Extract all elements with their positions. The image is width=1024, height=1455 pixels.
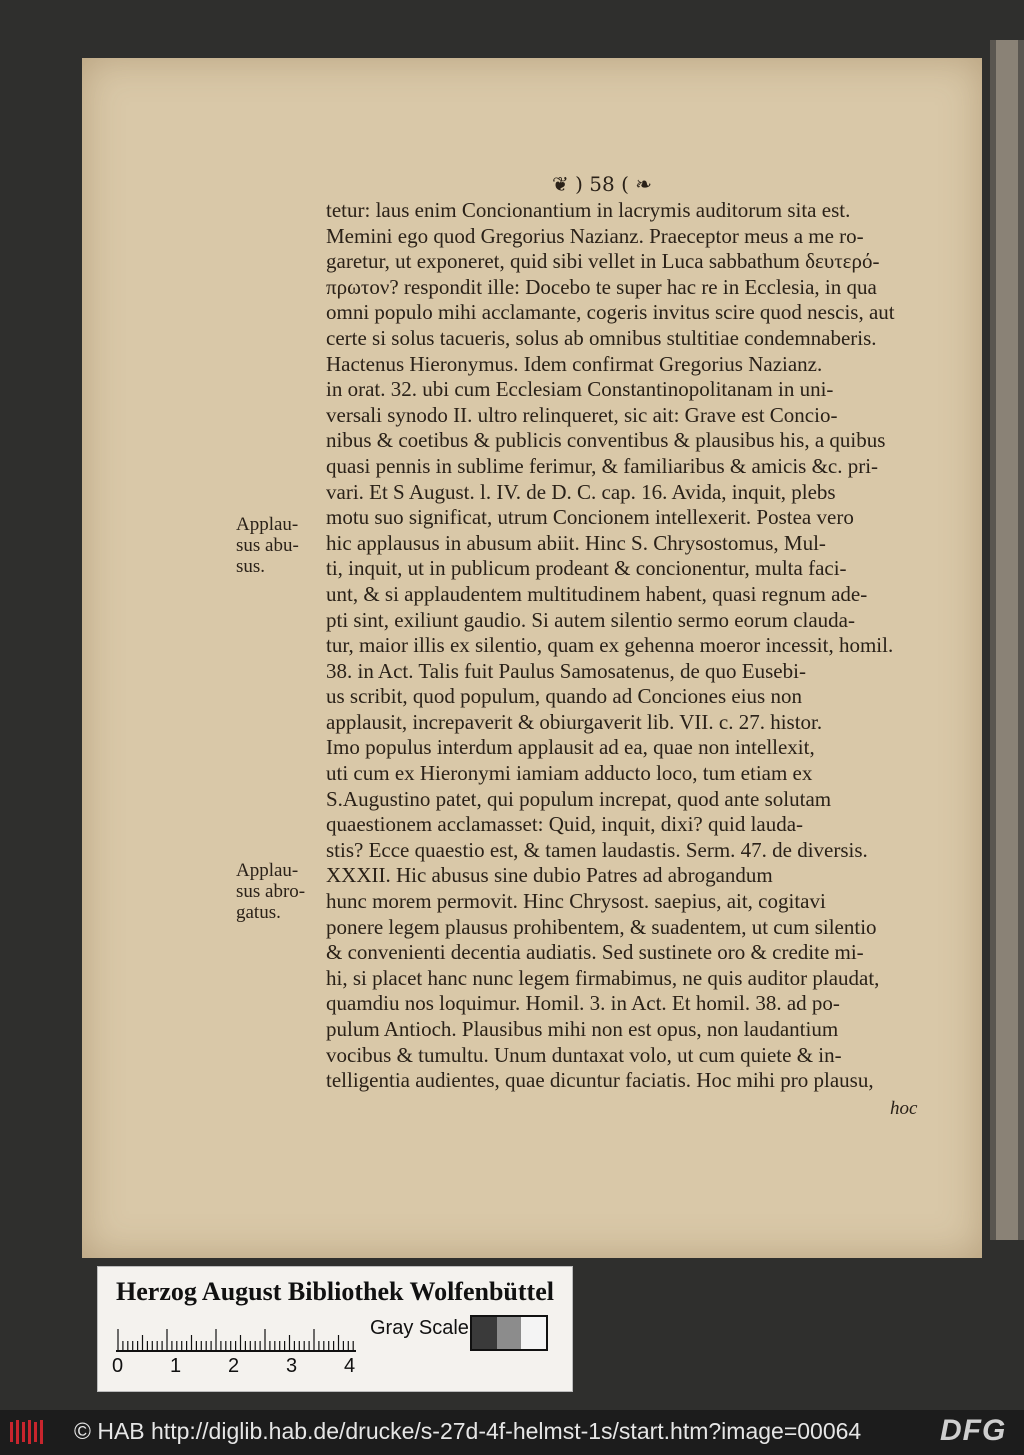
footer-copyright-link[interactable]: © HAB http://diglib.hab.de/drucke/s-27d-4f-helmst-1s/start.htm?image=00064 xyxy=(74,1418,862,1444)
text-line: in orat. 32. ubi cum Ecclesiam Constantinopolitanam in uni- xyxy=(326,377,834,402)
text-line: πρωτον? respondit ille: Docebo te super hac re in Ecclesia, in qua xyxy=(326,274,877,299)
hab-logo-icon xyxy=(8,1418,46,1446)
measurement-ruler xyxy=(116,1317,356,1353)
ruler-number: 0 xyxy=(112,1355,124,1377)
text-line: motu suo significat, utrum Concionem intellexerit. Postea vero xyxy=(326,505,854,530)
gray-swatch xyxy=(521,1317,546,1349)
text-line: telligentia audientes, quae dicuntur faciatis. Hoc mihi pro plausu, xyxy=(326,1068,874,1093)
text-line: tur, maior illis ex silentio, quam ex gehenna moeror incessit, homil. xyxy=(326,633,894,658)
ruler-number: 2 xyxy=(228,1355,240,1377)
margin-note-applausus-abusus xyxy=(236,514,322,577)
margin-note-line: Applau- xyxy=(236,514,299,535)
gray-scale-swatches xyxy=(470,1315,548,1351)
text-line: versali synodo II. ultro relinqueret, sic ait: Grave est Concio- xyxy=(326,402,838,427)
footer-bar xyxy=(0,1410,1024,1455)
text-line: S.Augustino patet, qui populum increpat, quod ante solutam xyxy=(326,786,832,811)
library-label-card xyxy=(97,1266,573,1392)
next-page-edge-inner xyxy=(996,40,1018,1240)
text-line: hunc morem permovit. Hinc Chrysost. saepius, ait, cogitavi xyxy=(326,889,826,914)
ruler-number: 1 xyxy=(170,1355,182,1377)
text-line: uti cum ex Hieronymi iamiam adducto loco, tum etiam ex xyxy=(326,761,813,786)
text-line: Hactenus Hieronymus. Idem confirmat Gregorius Nazianz. xyxy=(326,351,823,376)
text-line: Imo populus interdum applausit ad ea, quae non intellexit, xyxy=(326,735,815,760)
text-line: garetur, ut exponeret, quid sibi vellet in Luca sabbathum δευτερό- xyxy=(326,249,880,274)
text-line: 38. in Act. Talis fuit Paulus Samosatenus, de quo Eusebi- xyxy=(326,658,806,683)
margin-note-line: sus abu- xyxy=(236,535,299,556)
margin-note-line: sus. xyxy=(236,556,266,577)
text-line: ponere legem plausus prohibentem, & suadentem, ut cum silentio xyxy=(326,914,877,939)
text-line: unt, & si applaudentem multitudinem habent, quasi regnum ade- xyxy=(326,581,868,606)
gray-scale-label: Gray Scale xyxy=(370,1317,469,1339)
text-line: tetur: laus enim Concionantium in lacrymis auditorum sita est. xyxy=(326,198,851,222)
text-line: vari. Et S August. l. IV. de D. C. cap. 16. Avida, inquit, plebs xyxy=(326,479,836,504)
text-line: & convenienti decentia audiatis. Sed sustinete oro & credite mi- xyxy=(326,940,864,965)
text-line: certe si solus tacueris, solus ab omnibus stultitiae condemnaberis. xyxy=(326,325,877,350)
ruler-ticks xyxy=(118,1329,353,1351)
text-line: pulum Antioch. Plausibus mihi non est opus, non laudantium xyxy=(326,1017,839,1041)
text-line: hi, si placet hanc nunc legem firmabimus, ne quis auditor plaudat, xyxy=(326,965,880,990)
text-line: quasi pennis in sublime ferimur, & familiaribus & amicis &c. pri- xyxy=(326,453,879,478)
ruler-number: 3 xyxy=(286,1355,298,1377)
text-line: vocibus & tumultu. Unum duntaxat volo, ut cum quiete & in- xyxy=(326,1042,842,1067)
text-line: hic applausus in abusum abiit. Hinc S. Chrysostomus, Mul- xyxy=(326,530,826,555)
text-line: nibus & coetibus & publicis conventibus & plausibus his, a quibus xyxy=(326,428,886,453)
text-line: Memini ego quod Gregorius Nazianz. Praeceptor meus a me ro- xyxy=(326,223,864,248)
body-text xyxy=(326,198,932,1094)
margin-note-line: gatus. xyxy=(236,902,281,923)
page-header: ❦ ) 58 ( ❧ xyxy=(552,172,652,196)
margin-note-applausus-abrogatus xyxy=(236,860,322,923)
text-line: XXXII. Hic abusus sine dubio Patres ad abrogandum xyxy=(326,863,773,888)
gray-swatch xyxy=(472,1317,497,1349)
next-page-edge xyxy=(990,40,1024,1240)
ruler-numbers xyxy=(112,1355,372,1379)
margin-note-line: sus abro- xyxy=(236,881,306,902)
margin-note-line: Applau- xyxy=(236,860,299,881)
text-line: ti, inquit, ut in publicum prodeant & concionentur, multa faci- xyxy=(326,556,847,581)
text-line: omni populo mihi acclamante, cogeris invitus scire quod nescis, aut xyxy=(326,300,895,325)
text-line: pti sint, exiliunt gaudio. Si autem silentio sermo eorum clauda- xyxy=(326,607,855,632)
catchword: hoc xyxy=(890,1098,918,1119)
text-line: quaestionem acclamasset: Quid, inquit, dixi? quid lauda- xyxy=(326,812,804,837)
ruler-number: 4 xyxy=(344,1355,356,1377)
text-line: quamdiu nos loquimur. Homil. 3. in Act. Et homil. 38. ad po- xyxy=(326,991,840,1016)
text-line: stis? Ecce quaestio est, & tamen laudastis. Serm. 47. de diversis. xyxy=(326,837,868,862)
text-line: us scribit, quod populum, quando ad Conciones eius non xyxy=(326,684,802,709)
text-line: applausit, increpaverit & obiurgaverit lib. VII. c. 27. histor. xyxy=(326,709,823,734)
gray-swatch xyxy=(497,1317,522,1349)
library-name: Herzog August Bibliothek Wolfenbüttel xyxy=(116,1277,554,1306)
dfg-logo: DFG xyxy=(940,1414,1007,1447)
